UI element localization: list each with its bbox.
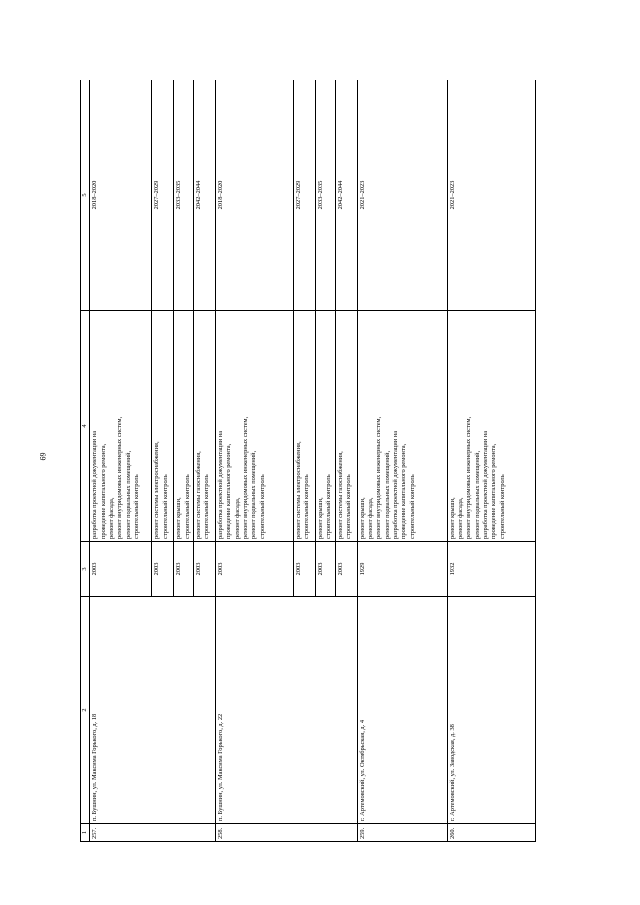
year-cell: 2003 bbox=[152, 542, 174, 597]
address-cell: п. Бушнин, ул. Максима Горького, д. 18 bbox=[90, 597, 216, 824]
works-cell: ремонт крыши, строительный контроль bbox=[174, 311, 194, 542]
row-number-cell: 259. bbox=[357, 824, 447, 842]
period-cell: 2033–2035 bbox=[174, 80, 194, 311]
period-cell: 2027–2029 bbox=[293, 80, 315, 311]
works-cell: ремонт системы газоснабжения, строительный контроль bbox=[193, 311, 215, 542]
year-cell: 1929 bbox=[357, 542, 447, 597]
period-cell: 2021–2023 bbox=[447, 80, 535, 311]
year-cell: 2003 bbox=[174, 542, 194, 597]
header-row bbox=[81, 80, 90, 842]
header-cell-3: 3 bbox=[81, 542, 90, 597]
works-cell: ремонт системы электроснабжения, строительный контроль bbox=[152, 311, 174, 542]
works-cell: ремонт системы электроснабжения, строительный контроль bbox=[293, 311, 315, 542]
year-cell: 2003 bbox=[193, 542, 215, 597]
works-cell: ремонт системы газоснабжения, строительный контроль bbox=[335, 311, 357, 542]
period-cell: 2021–2023 bbox=[357, 80, 447, 311]
period-cell: 2042–2044 bbox=[193, 80, 215, 311]
period-cell: 2018–2020 bbox=[215, 80, 293, 311]
page-number: 69 bbox=[38, 452, 48, 461]
works-cell: разработка проектной документации на проведение капитального ремонта, ремонт фасада, ремонт внутридомовых инженерных систем, ремонт подвальных помещений, строительный контроль bbox=[90, 311, 152, 542]
period-cell: 2033–2035 bbox=[315, 80, 335, 311]
period-cell: 2027–2029 bbox=[152, 80, 174, 311]
table-row bbox=[357, 80, 447, 842]
row-number-cell: 260. bbox=[447, 824, 535, 842]
table-row bbox=[90, 80, 152, 842]
document-page bbox=[80, 80, 590, 842]
works-cell: ремонт крыши, ремонт фасада, ремонт внутридомовых инженерных систем, ремонт подвальных помещений, разработка проектной документации на проведение капитального ремонта, строительный контроль bbox=[447, 311, 535, 542]
works-cell: ремонт крыши, строительный контроль bbox=[315, 311, 335, 542]
table-row bbox=[447, 80, 535, 842]
period-cell: 2042–2044 bbox=[335, 80, 357, 311]
period-cell: 2018–2020 bbox=[90, 80, 152, 311]
works-cell: разработка проектной документации на проведение капитального ремонта, ремонт фасада, ремонт внутридомовых инженерных систем, ремонт подвальных помещений, строительный контроль bbox=[215, 311, 293, 542]
year-cell: 1932 bbox=[447, 542, 535, 597]
address-cell: г. Артемовский, ул. Октябрьская, д. 4 bbox=[357, 597, 447, 824]
year-cell: 2003 bbox=[293, 542, 315, 597]
address-cell: п. Бушнин, ул. Максима Горького, д. 22 bbox=[215, 597, 357, 824]
year-cell: 2003 bbox=[215, 542, 293, 597]
capital-repair-table bbox=[80, 80, 536, 842]
row-number-cell: 257. bbox=[90, 824, 216, 842]
year-cell: 2003 bbox=[315, 542, 335, 597]
header-cell-5: 5 bbox=[81, 80, 90, 311]
year-cell: 2003 bbox=[335, 542, 357, 597]
table-row bbox=[215, 80, 293, 842]
header-cell-2: 2 bbox=[81, 597, 90, 824]
year-cell: 2003 bbox=[90, 542, 152, 597]
header-cell-4: 4 bbox=[81, 311, 90, 542]
header-cell-1: 1 bbox=[81, 824, 90, 842]
works-cell: ремонт крыши, ремонт фасада, ремонт внутридомовых инженерных систем, ремонт подвальных помещений, разработка проектной документации на проведение капитального ремонта, строительный контроль bbox=[357, 311, 447, 542]
address-cell: г. Артемовский, ул. Заводская, д. 38 bbox=[447, 597, 535, 824]
row-number-cell: 258. bbox=[215, 824, 357, 842]
